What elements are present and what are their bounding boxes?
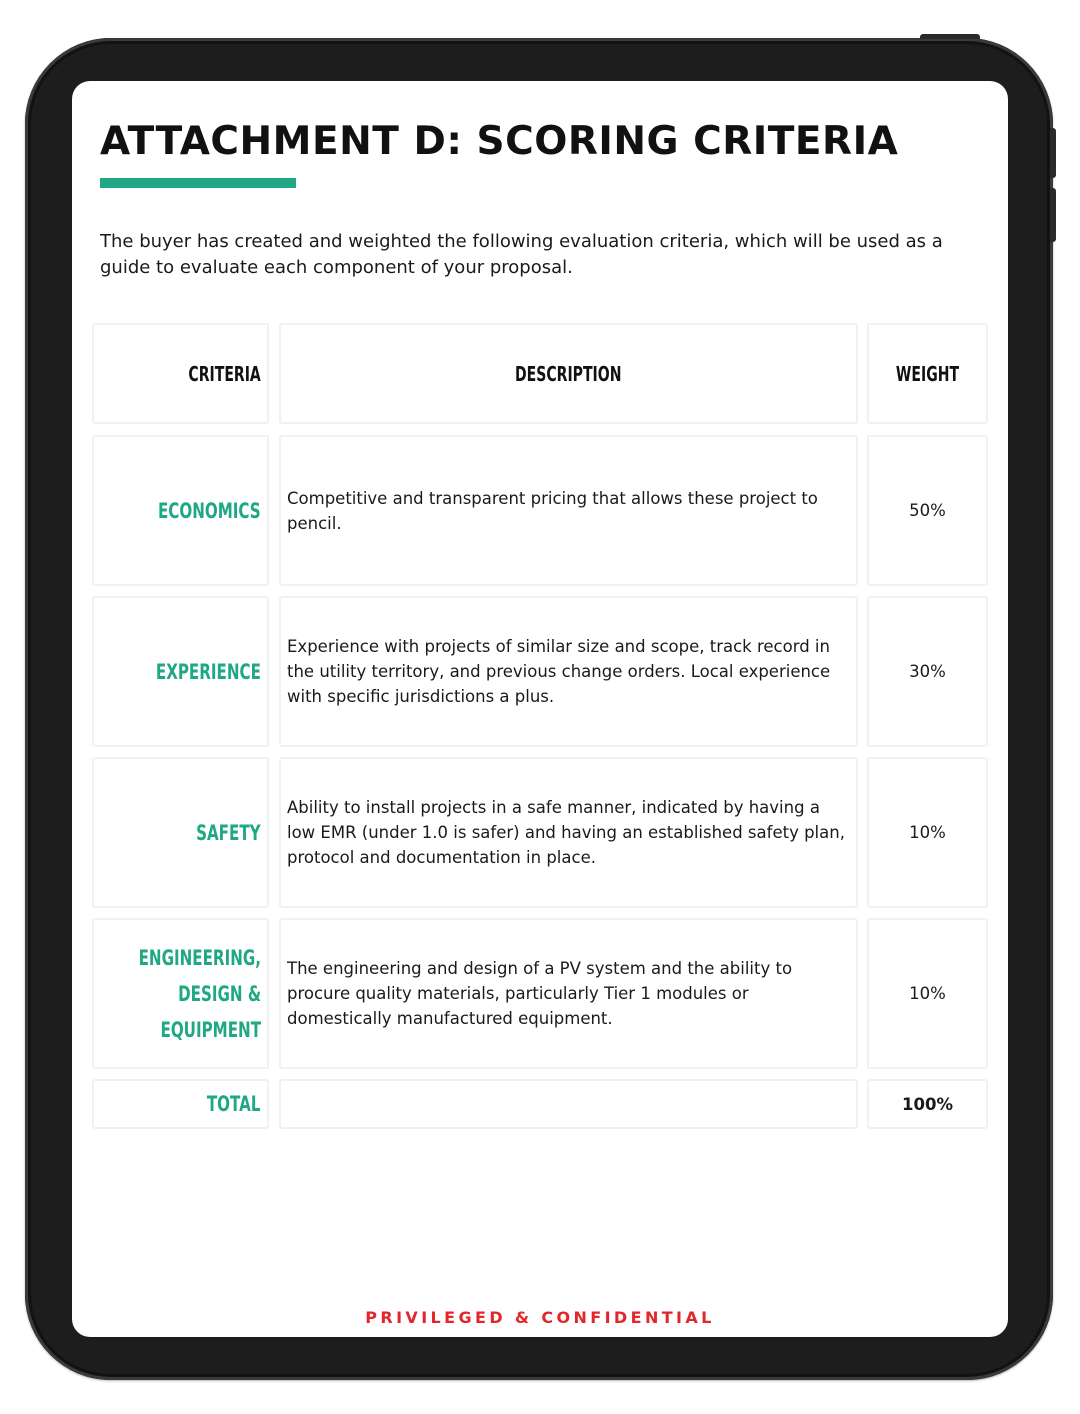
criteria-weight: 10% — [909, 984, 946, 1003]
criteria-weight: 30% — [909, 662, 946, 681]
criteria-weight: 10% — [909, 823, 946, 842]
table-row-weight — [867, 435, 988, 586]
total-weight: 100% — [902, 1094, 953, 1114]
header-description-cell — [279, 323, 858, 424]
header-criteria: CRITERIA — [188, 361, 261, 386]
table-row-criteria — [92, 435, 269, 586]
criteria-label: EXPERIENCE — [155, 659, 261, 684]
table-row-weight — [867, 918, 988, 1069]
criteria-description: Ability to install projects in a safe manner, indicated by having a low EMR (under 1.0 is safer) and having an established safety plan, protocol and documentation in place. — [287, 798, 845, 867]
criteria-label: ENGINEERING, DESIGN & EQUIPMENT — [138, 945, 261, 1042]
total-weight-cell — [867, 1079, 988, 1129]
total-label-cell — [92, 1079, 269, 1129]
table-row-description — [279, 757, 858, 908]
table-row-weight — [867, 596, 988, 747]
header-description: DESCRIPTION — [515, 361, 622, 386]
header-weight: WEIGHT — [895, 361, 960, 386]
criteria-description: Experience with projects of similar size and scope, track record in the utility territory, and previous change orders. Local experience with specific jurisdictions a plus. — [287, 637, 831, 706]
table-row-weight — [867, 757, 988, 908]
table-row-criteria — [92, 918, 269, 1069]
header-weight-cell — [867, 323, 988, 424]
total-description-cell — [279, 1079, 858, 1129]
table-row-description — [279, 435, 858, 586]
total-label: TOTAL — [207, 1092, 261, 1116]
table-row-criteria — [92, 757, 269, 908]
confidentiality-footer: PRIVILEGED & CONFIDENTIAL — [365, 1308, 715, 1327]
page-title: ATTACHMENT D: SCORING CRITERIA — [100, 119, 899, 164]
criteria-label: ECONOMICS — [158, 498, 261, 523]
tablet-volume-up-button — [1050, 128, 1056, 178]
criteria-description: The engineering and design of a PV system and the ability to procure quality materials, particularly Tier 1 modules or domestically manufactured equipment. — [287, 959, 793, 1028]
criteria-weight: 50% — [909, 501, 946, 520]
tablet-screen — [72, 81, 1008, 1337]
table-row-description — [279, 596, 858, 747]
intro-paragraph: The buyer has created and weighted the following evaluation criteria, which will be used as a guide to evaluate each component of your proposal. — [100, 231, 943, 278]
criteria-label: SAFETY — [196, 820, 261, 845]
criteria-description: Competitive and transparent pricing that allows these project to pencil. — [287, 488, 818, 533]
table-row-criteria — [92, 596, 269, 747]
tablet-top-button — [920, 34, 980, 39]
header-criteria-cell — [92, 323, 269, 424]
title-underline — [100, 178, 296, 188]
tablet-volume-down-button — [1050, 188, 1056, 242]
table-row-description — [279, 918, 858, 1069]
